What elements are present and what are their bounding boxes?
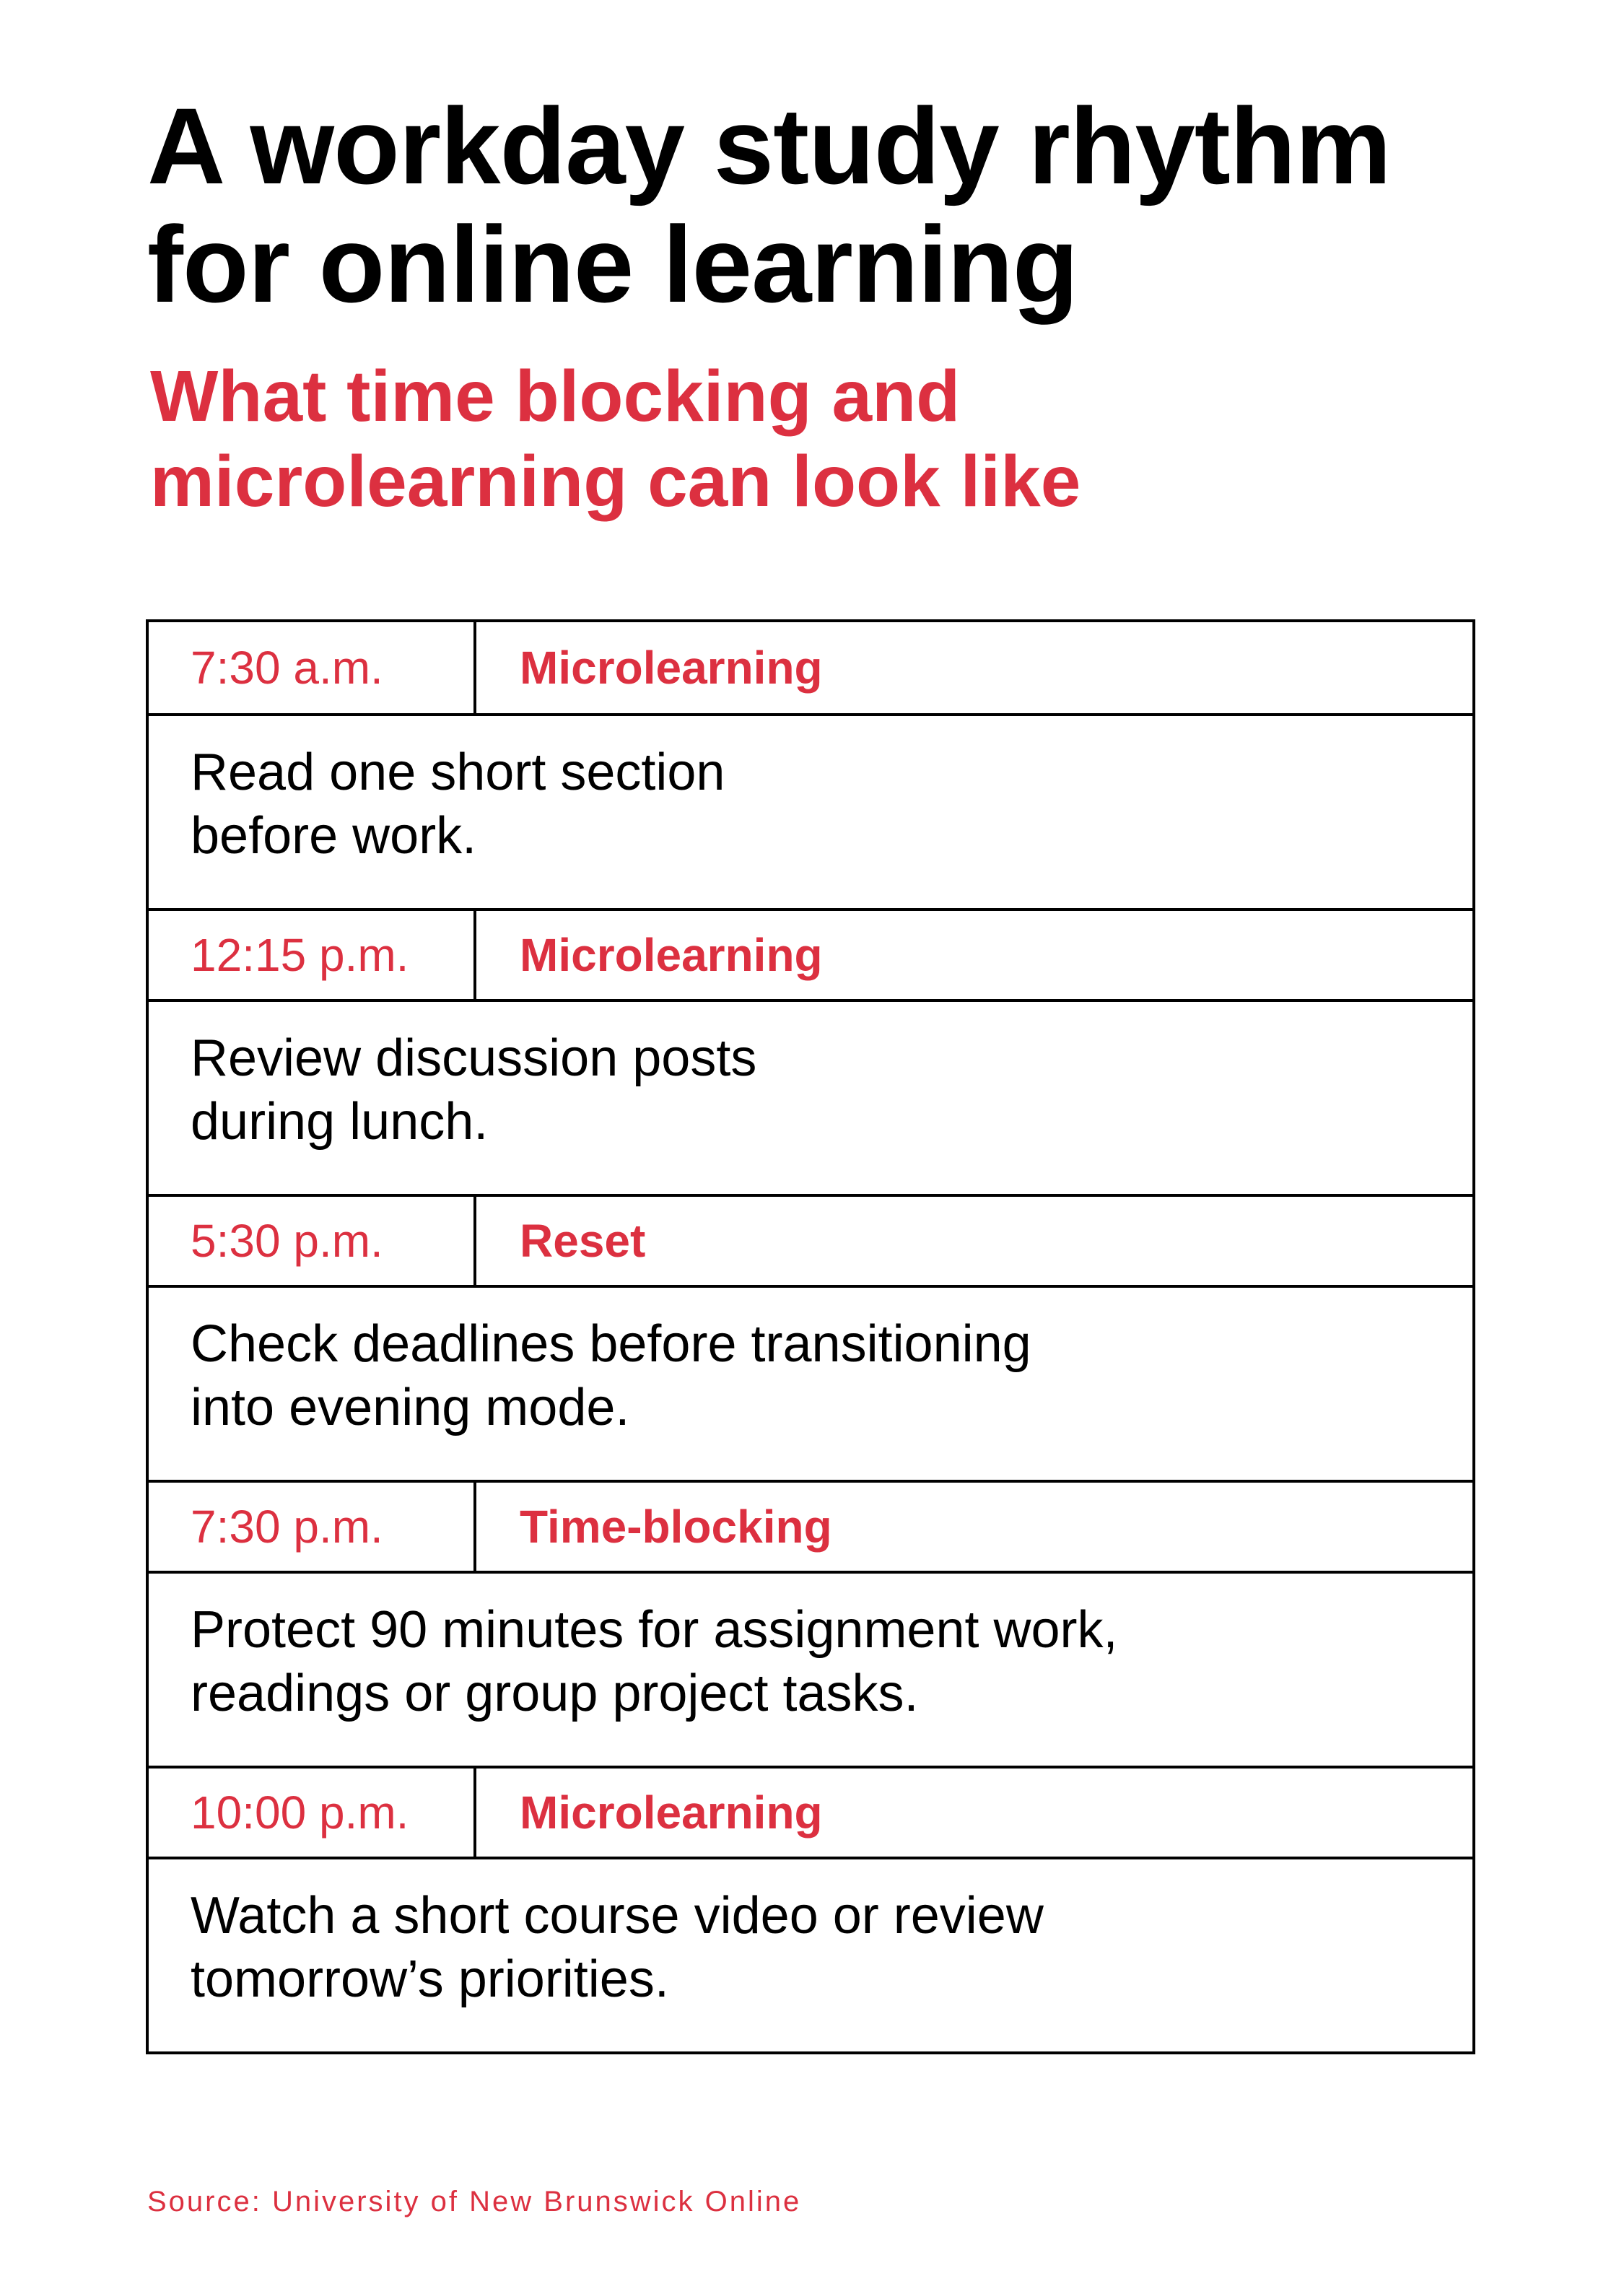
subtitle-line: microlearning can look like [150,441,1081,522]
source-note: Source: University of New Brunswick Online [147,2186,802,2217]
title-line: for online learning [147,204,1078,325]
description-line: Read one short section [191,743,725,801]
title-line: A workday study rhythm [147,85,1391,206]
description-line: readings or group project tasks. [191,1665,919,1722]
schedule-block [149,1480,1472,1766]
schedule-block-header [149,1480,1472,1574]
description-line: Protect 90 minutes for assignment work, [191,1601,1118,1659]
schedule-block-header [149,908,1472,1002]
page-subtitle [150,354,1449,524]
schedule-description [149,1859,1472,2051]
schedule-time: 7:30 a.m. [149,622,476,713]
subtitle-line: What time blocking and [150,356,961,437]
schedule-label: Time-blocking [520,1501,832,1553]
schedule-block [149,1194,1472,1480]
page-title [147,87,1555,323]
schedule-block-header [149,622,1472,716]
description-line: Watch a short course video or review [191,1887,1044,1945]
schedule-label: Microlearning [520,929,823,981]
description-line: Check deadlines before transitioning [191,1315,1031,1373]
schedule-block [149,908,1472,1194]
schedule-time: 12:15 p.m. [149,911,476,999]
schedule-block-header [149,1194,1472,1288]
description-line: Review discussion posts [191,1029,757,1087]
schedule-table [146,619,1475,2054]
schedule-description [149,1002,1472,1194]
schedule-time: 7:30 p.m. [149,1483,476,1571]
description-line: tomorrow’s priorities. [191,1950,669,2008]
schedule-description [149,716,1472,908]
description-line: into evening mode. [191,1379,630,1436]
schedule-block-header [149,1766,1472,1859]
schedule-block [149,622,1472,908]
schedule-time: 5:30 p.m. [149,1197,476,1285]
schedule-label: Microlearning [520,1787,823,1839]
schedule-block [149,1766,1472,2051]
schedule-label: Reset [520,1215,646,1267]
schedule-description [149,1574,1472,1766]
schedule-description [149,1288,1472,1480]
schedule-label: Microlearning [520,642,823,694]
description-line: during lunch. [191,1093,489,1151]
schedule-time: 10:00 p.m. [149,1768,476,1857]
description-line: before work. [191,807,477,865]
